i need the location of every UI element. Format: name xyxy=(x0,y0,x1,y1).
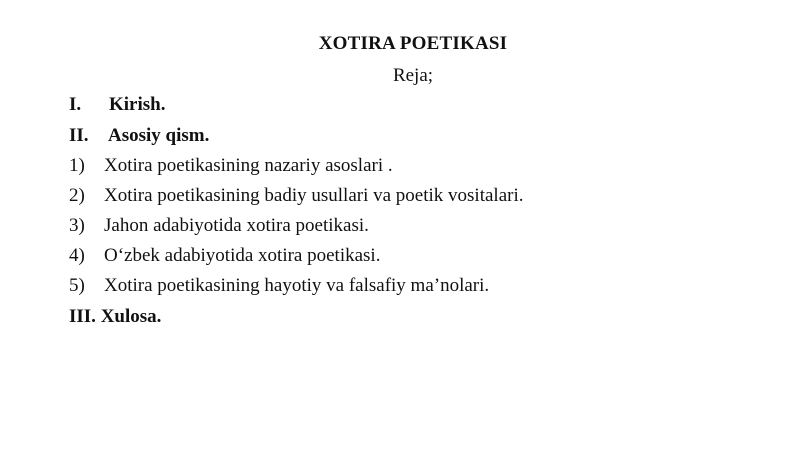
item-text: O‘zbek adabiyotida xotira poetikasi. xyxy=(104,245,381,266)
item-marker: 3) xyxy=(69,215,85,236)
section-marker: II. xyxy=(69,125,89,146)
section-marker: I. xyxy=(69,94,82,115)
item-marker: 4) xyxy=(69,245,85,266)
item-marker: 5) xyxy=(69,275,85,296)
section-label: Asosiy qism. xyxy=(108,125,210,146)
item-text: Xotira poetikasining hayotiy va falsafiy ma’nolari. xyxy=(104,275,490,296)
section-label: Xulosa. xyxy=(100,306,162,327)
list-item xyxy=(69,215,369,237)
section-conclusion xyxy=(69,306,161,328)
section-introduction xyxy=(69,94,165,116)
list-item xyxy=(69,185,524,207)
document-title: XOTIRA POETIKASI xyxy=(318,33,508,54)
list-item xyxy=(69,245,380,267)
section-marker: III. xyxy=(69,306,96,327)
section-main-part xyxy=(69,125,209,147)
item-marker: 2) xyxy=(69,185,85,206)
item-text: Xotira poetikasining badiy usullari va poetik vositalari. xyxy=(104,185,524,206)
section-label: Kirish. xyxy=(109,94,166,115)
item-text: Jahon adabiyotida xotira poetikasi. xyxy=(104,215,369,236)
item-text: Xotira poetikasining nazariy asoslari . xyxy=(104,155,393,176)
list-item xyxy=(69,275,489,297)
document-subtitle: Reja; xyxy=(392,65,434,86)
item-marker: 1) xyxy=(69,155,85,176)
list-item xyxy=(69,155,393,177)
